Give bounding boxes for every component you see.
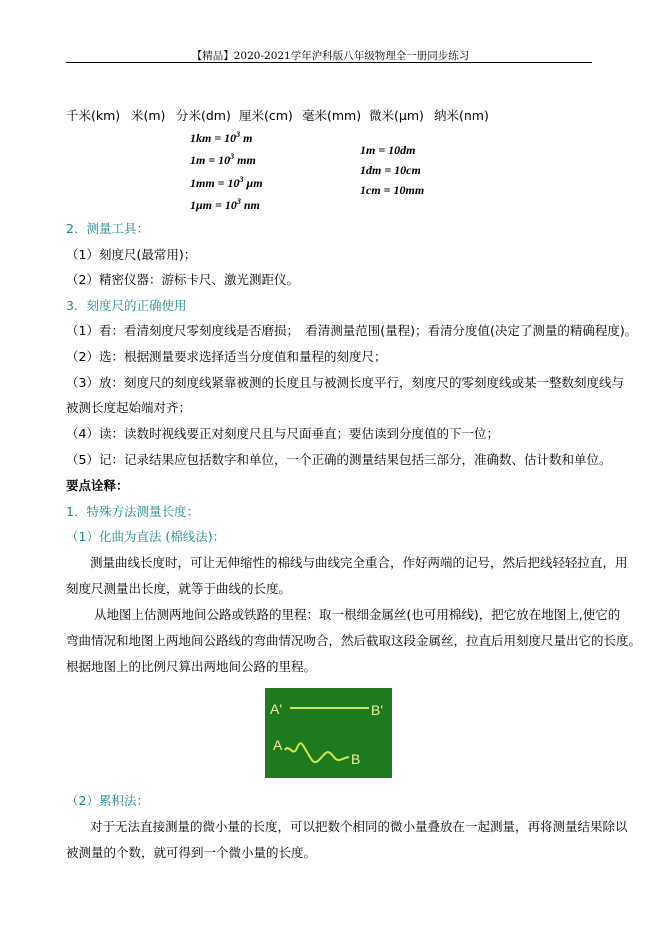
method-accumulation: （2）累积法：: [66, 793, 149, 808]
section-heading-tools: 2．测量工具：: [66, 221, 149, 236]
diagram-svg: [265, 688, 392, 778]
ruler-step-select: （2）选：根据测量要求选择适当分度值和量程的刻度尺；: [66, 349, 387, 364]
section-heading-ruler-use: 3．刻度尺的正确使用: [66, 298, 187, 313]
curve-measurement-diagram: [265, 688, 392, 778]
label-b-prime: B': [371, 702, 384, 718]
formula-km-m: $1km = 10^3$ m: [190, 130, 253, 145]
paragraph-map-line-1: 从地图上估测两地间公路或铁路的里程：取一根细金属丝(也可用棉线)，把它放在地图上,使它的: [94, 607, 621, 622]
paragraph-accumulation-line-2: 被测量的个数，就可得到一个微小量的长度。: [66, 845, 317, 860]
unit-cm: 厘米(cm): [239, 108, 293, 123]
header-divider: [66, 62, 592, 63]
ruler-step-record: （5）记：记录结果应包括数字和单位，一个正确的测量结果包括三部分，准确数、估计数和单位。: [66, 452, 612, 467]
unit-mm: 毫米(mm): [302, 108, 362, 123]
ruler-step-place-cont: 被测长度起始端对齐；: [66, 400, 192, 415]
paragraph-curve-line-2: 刻度尺测量出长度，就等于曲线的长度。: [66, 581, 292, 596]
curved-line: [285, 743, 349, 762]
label-a-prime: A': [270, 701, 283, 717]
method-curve-to-straight: （1）化曲为直法 (棉线法)：: [66, 529, 226, 544]
formula-dm-cm: 1dm = 10cm: [360, 163, 421, 177]
label-b: B: [351, 751, 361, 767]
ruler-step-look: （1）看：看清刻度尺零刻度线是否磨损； 看清测量范围(量程)；看清分度值(决定了测量的精确程度)。: [66, 323, 638, 338]
tools-item-1: （1）刻度尺(最常用)；: [66, 247, 197, 262]
paragraph-map-line-2: 弯曲情况和地图上两地间公路线的弯曲情况吻合，然后截取这段金属丝，拉直后用刻度尺量出它的长度。: [66, 633, 642, 648]
ruler-step-read: （4）读：读数时视线要正对刻度尺且与尺面垂直；要估读到分度值的下一位；: [66, 426, 499, 441]
formula-um-nm: $1\mu m = 10^3$ nm: [190, 197, 260, 212]
unit-dm: 分米(dm): [176, 108, 231, 123]
paragraph-curve-line-1: 测量曲线长度时，可让无伸缩性的棉线与曲线完全重合，作好两端的记号，然后把线轻轻拉直，用: [90, 555, 628, 570]
unit-km: 千米(km): [66, 108, 121, 123]
paragraph-accumulation-line-1: 对于无法直接测量的微小量的长度，可以把数个相同的微小量叠放在一起测量，再将测量结果除以: [90, 819, 628, 834]
formula-cm-mm: 1cm = 10mm: [360, 183, 425, 197]
unit-um: 微米(μm): [369, 108, 424, 123]
label-a: A: [273, 737, 283, 753]
formula-mm-um: $1mm = 10^3$ μm: [190, 175, 263, 190]
page-header: 【精品】2020-2021学年沪科版八年级物理全一册同步练习: [191, 50, 470, 62]
formula-m-mm: $1m = 10^3$ mm: [190, 152, 256, 167]
special-methods-heading: 1．特殊方法测量长度：: [66, 504, 199, 519]
paragraph-map-line-3: 根据地图上的比例尺算出两地间公路的里程。: [66, 659, 317, 674]
ruler-step-place: （3）放：刻度尺的刻度线紧靠被测的长度且与被测长度平行，刻度尺的零刻度线或某一整数刻度线与: [66, 375, 624, 390]
formula-m-dm: 1m = 10dm: [360, 143, 416, 157]
tools-item-2: （2）精密仪器：游标卡尺、激光测距仪。: [66, 272, 299, 287]
unit-nm: 纳米(nm): [434, 108, 489, 123]
key-points-title: 要点诠释：: [66, 478, 129, 493]
unit-m: 米(m): [131, 108, 166, 123]
